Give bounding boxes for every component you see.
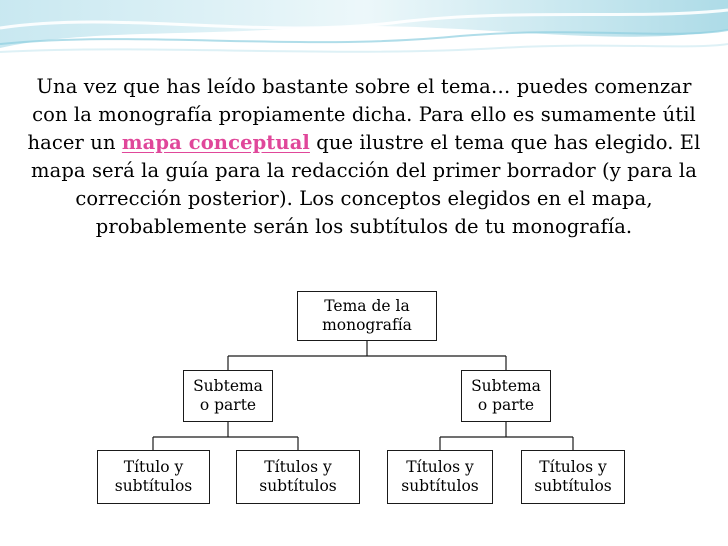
right-subtopic-line-2: o parte <box>477 396 535 414</box>
root-node-line-2: monografía <box>322 316 412 334</box>
leaf-3-line-1: Títulos y <box>406 458 474 476</box>
left-subtopic-node <box>183 370 273 422</box>
right-subtopic-line-1: Subtema <box>471 377 541 395</box>
leaf-node-4 <box>521 450 625 504</box>
root-node-line-1: Tema de la <box>324 297 410 315</box>
leaf-node-1 <box>97 450 210 504</box>
leaf-1-line-1: Título y <box>123 458 184 476</box>
intro-line-5: corrección posterior). Los conceptos elegidos en el mapa, <box>75 187 653 210</box>
leaf-1-line-2: subtítulos <box>114 477 193 495</box>
leaf-4-line-1: Títulos y <box>539 458 607 476</box>
leaf-2-line-2: subtítulos <box>259 477 337 495</box>
intro-line-6: probablemente serán los subtítulos de tu monografía. <box>95 215 633 238</box>
leaf-3-line-2: subtítulos <box>401 477 479 495</box>
leaf-4-line-2: subtítulos <box>534 477 612 495</box>
intro-line-3-before: hacer un <box>27 131 122 154</box>
leaf-node-3 <box>387 450 493 504</box>
left-subtopic-line-1: Subtema <box>193 377 263 395</box>
intro-line-2: con la monografía propiamente dicha. Para ello es sumamente útil <box>32 103 696 126</box>
mapa-conceptual-link[interactable]: mapa conceptual <box>121 131 310 154</box>
intro-line-4: mapa será la guía para la redacción del primer borrador (y para la <box>31 159 697 182</box>
root-node <box>297 291 437 341</box>
intro-line-3-after: que ilustre el tema que has elegido. El <box>309 131 701 154</box>
leaf-2-line-1: Títulos y <box>264 458 332 476</box>
right-subtopic-node <box>461 370 551 422</box>
leaf-node-2 <box>236 450 360 504</box>
intro-line-1: Una vez que has leído bastante sobre el tema… puedes comenzar <box>36 75 692 98</box>
left-subtopic-line-2: o parte <box>199 396 257 414</box>
